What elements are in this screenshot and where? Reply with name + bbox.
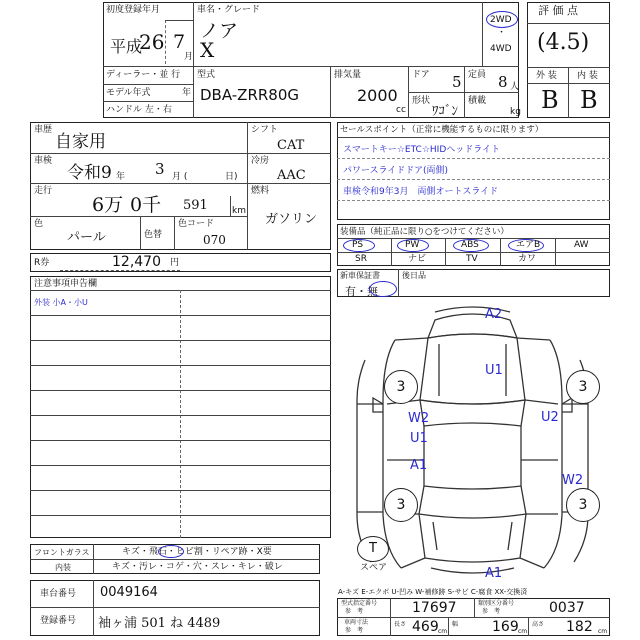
reg-month: 7 bbox=[173, 31, 186, 53]
equip-navi: ナビ bbox=[408, 254, 427, 264]
divider bbox=[445, 238, 446, 266]
tire-rr: 3 bbox=[566, 488, 600, 522]
divider bbox=[174, 216, 175, 250]
displacement-label: 排気量 bbox=[334, 70, 362, 80]
shape-label: 形状 bbox=[412, 96, 431, 106]
ac-label: 冷房 bbox=[251, 156, 270, 166]
interior-options: キズ・汚レ・コゲ・穴・スレ・キレ・破レ bbox=[112, 562, 283, 572]
reg-era: 平成 bbox=[110, 37, 143, 56]
eval-score: (4.5) bbox=[537, 30, 590, 55]
divider bbox=[247, 122, 248, 250]
inspection-month: 3 bbox=[155, 160, 165, 178]
sales-point-line: パワースライドドア(両側) bbox=[343, 166, 449, 176]
doors-label: ドア bbox=[412, 70, 430, 80]
divider bbox=[30, 390, 331, 391]
mark-left-1: W2 bbox=[408, 411, 430, 426]
divider bbox=[30, 440, 331, 441]
divider bbox=[165, 20, 166, 64]
eval-label: 評 価 点 bbox=[538, 4, 578, 17]
divider bbox=[30, 365, 331, 366]
divider bbox=[390, 598, 391, 636]
type-cert-label: 型式指定番号 bbox=[341, 600, 378, 607]
mileage-label: 走行 bbox=[34, 186, 53, 196]
fuel: ガソリン bbox=[265, 212, 318, 227]
inspection-era-year: 令和9 bbox=[67, 163, 112, 183]
color: パール bbox=[67, 230, 106, 245]
plate: 袖ヶ浦 501 ね 4489 bbox=[98, 616, 221, 631]
windshield-label: フロントガラス bbox=[34, 548, 90, 557]
drive-4wd: 4WD bbox=[490, 44, 512, 54]
divider bbox=[391, 238, 392, 266]
spare-label: スペア bbox=[360, 563, 388, 573]
record-label: 後日品 bbox=[402, 271, 426, 280]
r-price: 12,470 bbox=[112, 254, 161, 270]
width: 169 bbox=[492, 619, 519, 635]
length-label: 長さ bbox=[394, 621, 407, 628]
type-label: 型式 bbox=[197, 70, 216, 80]
interior-grade: B bbox=[580, 86, 598, 114]
kg-unit: kg bbox=[510, 107, 521, 117]
mark-left-3: A1 bbox=[410, 458, 428, 473]
divider bbox=[330, 66, 331, 118]
notes-title: 注意事項申告欄 bbox=[34, 279, 98, 289]
dealer-label: ディーラー・並 行 bbox=[106, 70, 181, 80]
divider bbox=[448, 617, 449, 636]
divider bbox=[165, 20, 193, 21]
mark-right: U2 bbox=[541, 410, 559, 425]
model-year-label: モデル年式 bbox=[106, 88, 151, 98]
day-unit: 日) bbox=[225, 172, 238, 182]
class-sub: 参 考 bbox=[482, 608, 501, 615]
divider bbox=[398, 269, 399, 297]
doors: 5 bbox=[452, 73, 462, 91]
displacement: 2000 bbox=[357, 86, 398, 105]
sales-point-line: スマートキー☆ETC☆HIDヘッドライト bbox=[343, 145, 500, 155]
divider bbox=[140, 216, 141, 250]
inspection-label: 車検 bbox=[34, 156, 53, 166]
divider bbox=[193, 2, 194, 66]
divider bbox=[93, 580, 94, 636]
mark-right-rear: W2 bbox=[562, 473, 584, 488]
type-cert-sub: 参 考 bbox=[345, 608, 364, 615]
mark-rear: A1 bbox=[485, 566, 503, 581]
divider bbox=[30, 415, 331, 416]
month-unit: 月 bbox=[184, 52, 194, 62]
warranty-circle bbox=[369, 281, 397, 297]
ac: AAC bbox=[277, 168, 306, 183]
equip-leather: カワ bbox=[518, 254, 537, 264]
chassis-label: 車台番号 bbox=[40, 589, 77, 599]
color-code-label: 色コード bbox=[178, 219, 215, 229]
divider bbox=[408, 92, 519, 93]
yen-unit: 円 bbox=[170, 258, 180, 268]
drive-2wd: 2WD bbox=[490, 15, 512, 25]
mark-left-2: U1 bbox=[410, 431, 428, 446]
month-unit-2: 月 ( bbox=[172, 172, 188, 182]
divider bbox=[30, 559, 320, 560]
r-price-label: R券 bbox=[34, 258, 50, 268]
vehicle-dim-label: 車両寸法 bbox=[344, 619, 369, 626]
equip-ps: PS bbox=[352, 240, 364, 250]
shape: ﾜｺﾞﾝ bbox=[432, 104, 458, 119]
divider bbox=[30, 153, 331, 154]
divider bbox=[337, 617, 610, 618]
capacity-label: 定員 bbox=[468, 70, 487, 80]
model-code: DBA-ZRR80G bbox=[200, 86, 300, 104]
exterior-label: 外 装 bbox=[536, 71, 557, 81]
mark-front: A2 bbox=[485, 307, 503, 322]
grade: X bbox=[200, 38, 215, 62]
height: 182 bbox=[566, 619, 593, 635]
cm-unit: cm bbox=[598, 628, 608, 635]
divider bbox=[30, 340, 331, 341]
type-cert: 17697 bbox=[412, 600, 457, 616]
divider bbox=[474, 598, 475, 617]
first-reg-label: 初度登録年月 bbox=[106, 5, 161, 15]
year-unit: 年 bbox=[116, 172, 126, 182]
divider bbox=[482, 2, 483, 66]
equipment-title: 装備品（純正品に限り○をつけてください） bbox=[340, 227, 509, 237]
divider bbox=[230, 196, 231, 216]
new-car-label: 新車保証書 bbox=[340, 271, 380, 280]
load-label: 積載 bbox=[468, 96, 487, 106]
divider bbox=[103, 66, 519, 67]
car-name-label: 車名・グレード bbox=[197, 5, 261, 15]
cm-unit: cm bbox=[518, 628, 528, 635]
damage-legend: A-キズ E-エクボ U-凹み W-補修跡 S-サビ C-腐食 XX-交換済 bbox=[338, 588, 528, 596]
divider bbox=[180, 290, 181, 538]
windshield-options: キズ・飛石・ヒビ割・リペア跡・X要 bbox=[122, 547, 272, 557]
mileage-man: 6万 bbox=[92, 194, 124, 216]
plate-label: 登録番号 bbox=[40, 616, 77, 626]
divider bbox=[30, 607, 320, 608]
class-label: 類別区分番号 bbox=[478, 600, 515, 607]
r-price-underline bbox=[60, 270, 180, 271]
km-unit: km bbox=[232, 206, 246, 216]
divider bbox=[337, 200, 610, 201]
cm-unit: cm bbox=[438, 628, 448, 635]
width-label: 幅 bbox=[452, 621, 459, 628]
length: 469 bbox=[412, 619, 439, 635]
equip-abs: ABS bbox=[461, 240, 479, 250]
divider bbox=[500, 238, 501, 266]
divider bbox=[337, 137, 610, 138]
sales-point-line: 車検令和9年3月 両側オートスライド bbox=[343, 187, 499, 197]
windshield-circle bbox=[158, 545, 184, 558]
divider bbox=[193, 66, 194, 118]
divider bbox=[337, 158, 610, 159]
height-label: 高さ bbox=[532, 621, 545, 628]
fuel-label: 燃料 bbox=[251, 186, 270, 196]
sales-points-title: セールスポイント（正常に機能するものに限ります） bbox=[340, 125, 544, 135]
person-unit: 人 bbox=[510, 82, 520, 92]
reg-year: 26 bbox=[139, 30, 165, 54]
mileage-rest: 591 bbox=[183, 198, 208, 213]
divider bbox=[528, 617, 529, 636]
divider bbox=[337, 252, 610, 253]
color-label: 色 bbox=[34, 219, 44, 229]
divider bbox=[30, 465, 331, 466]
use-label: 車歴 bbox=[34, 125, 53, 135]
equip-sr: SR bbox=[355, 254, 367, 264]
spare-tire: T bbox=[357, 536, 389, 562]
divider bbox=[527, 23, 610, 24]
shift: CAT bbox=[277, 138, 305, 153]
shift-label: シフト bbox=[251, 125, 279, 135]
capacity: 8 bbox=[498, 73, 508, 91]
interior-label: 内 装 bbox=[577, 71, 598, 81]
equip-aw: AW bbox=[574, 240, 589, 250]
class-no: 0037 bbox=[549, 600, 585, 616]
interior-cond-label: 内装 bbox=[55, 563, 71, 572]
drive-dot: ・ bbox=[497, 28, 507, 38]
divider bbox=[103, 84, 193, 85]
notes-text: 外装 小A・小U bbox=[34, 298, 88, 307]
handle-label: ハンドル 左・右 bbox=[106, 105, 172, 115]
tire-rl: 3 bbox=[384, 488, 418, 522]
chassis: 0049164 bbox=[100, 585, 158, 600]
divider bbox=[555, 238, 556, 266]
divider bbox=[30, 490, 331, 491]
year-label: 年 bbox=[182, 88, 192, 98]
equip-tv: TV bbox=[466, 254, 478, 264]
divider bbox=[568, 67, 569, 118]
vehicle-dim-sub: 参 考 bbox=[345, 627, 364, 634]
cc-unit: cc bbox=[396, 105, 406, 115]
equip-pw: PW bbox=[405, 240, 420, 250]
mark-hood: U1 bbox=[485, 363, 503, 378]
equip-airbag: エアB bbox=[516, 240, 541, 250]
use: 自家用 bbox=[55, 132, 106, 152]
tire-fl: 3 bbox=[384, 370, 418, 404]
divider bbox=[30, 515, 331, 516]
divider bbox=[30, 315, 331, 316]
color-code: 070 bbox=[203, 233, 226, 247]
divider bbox=[30, 183, 331, 184]
color-swap-label: 色替 bbox=[144, 230, 163, 240]
car-name: ノア bbox=[200, 20, 239, 42]
tire-fr: 3 bbox=[566, 370, 600, 404]
mileage-sen: 0千 bbox=[130, 194, 162, 216]
divider bbox=[103, 101, 193, 102]
warranty-value: 有・無 bbox=[345, 285, 378, 298]
exterior-grade: B bbox=[541, 86, 559, 114]
divider bbox=[337, 179, 610, 180]
